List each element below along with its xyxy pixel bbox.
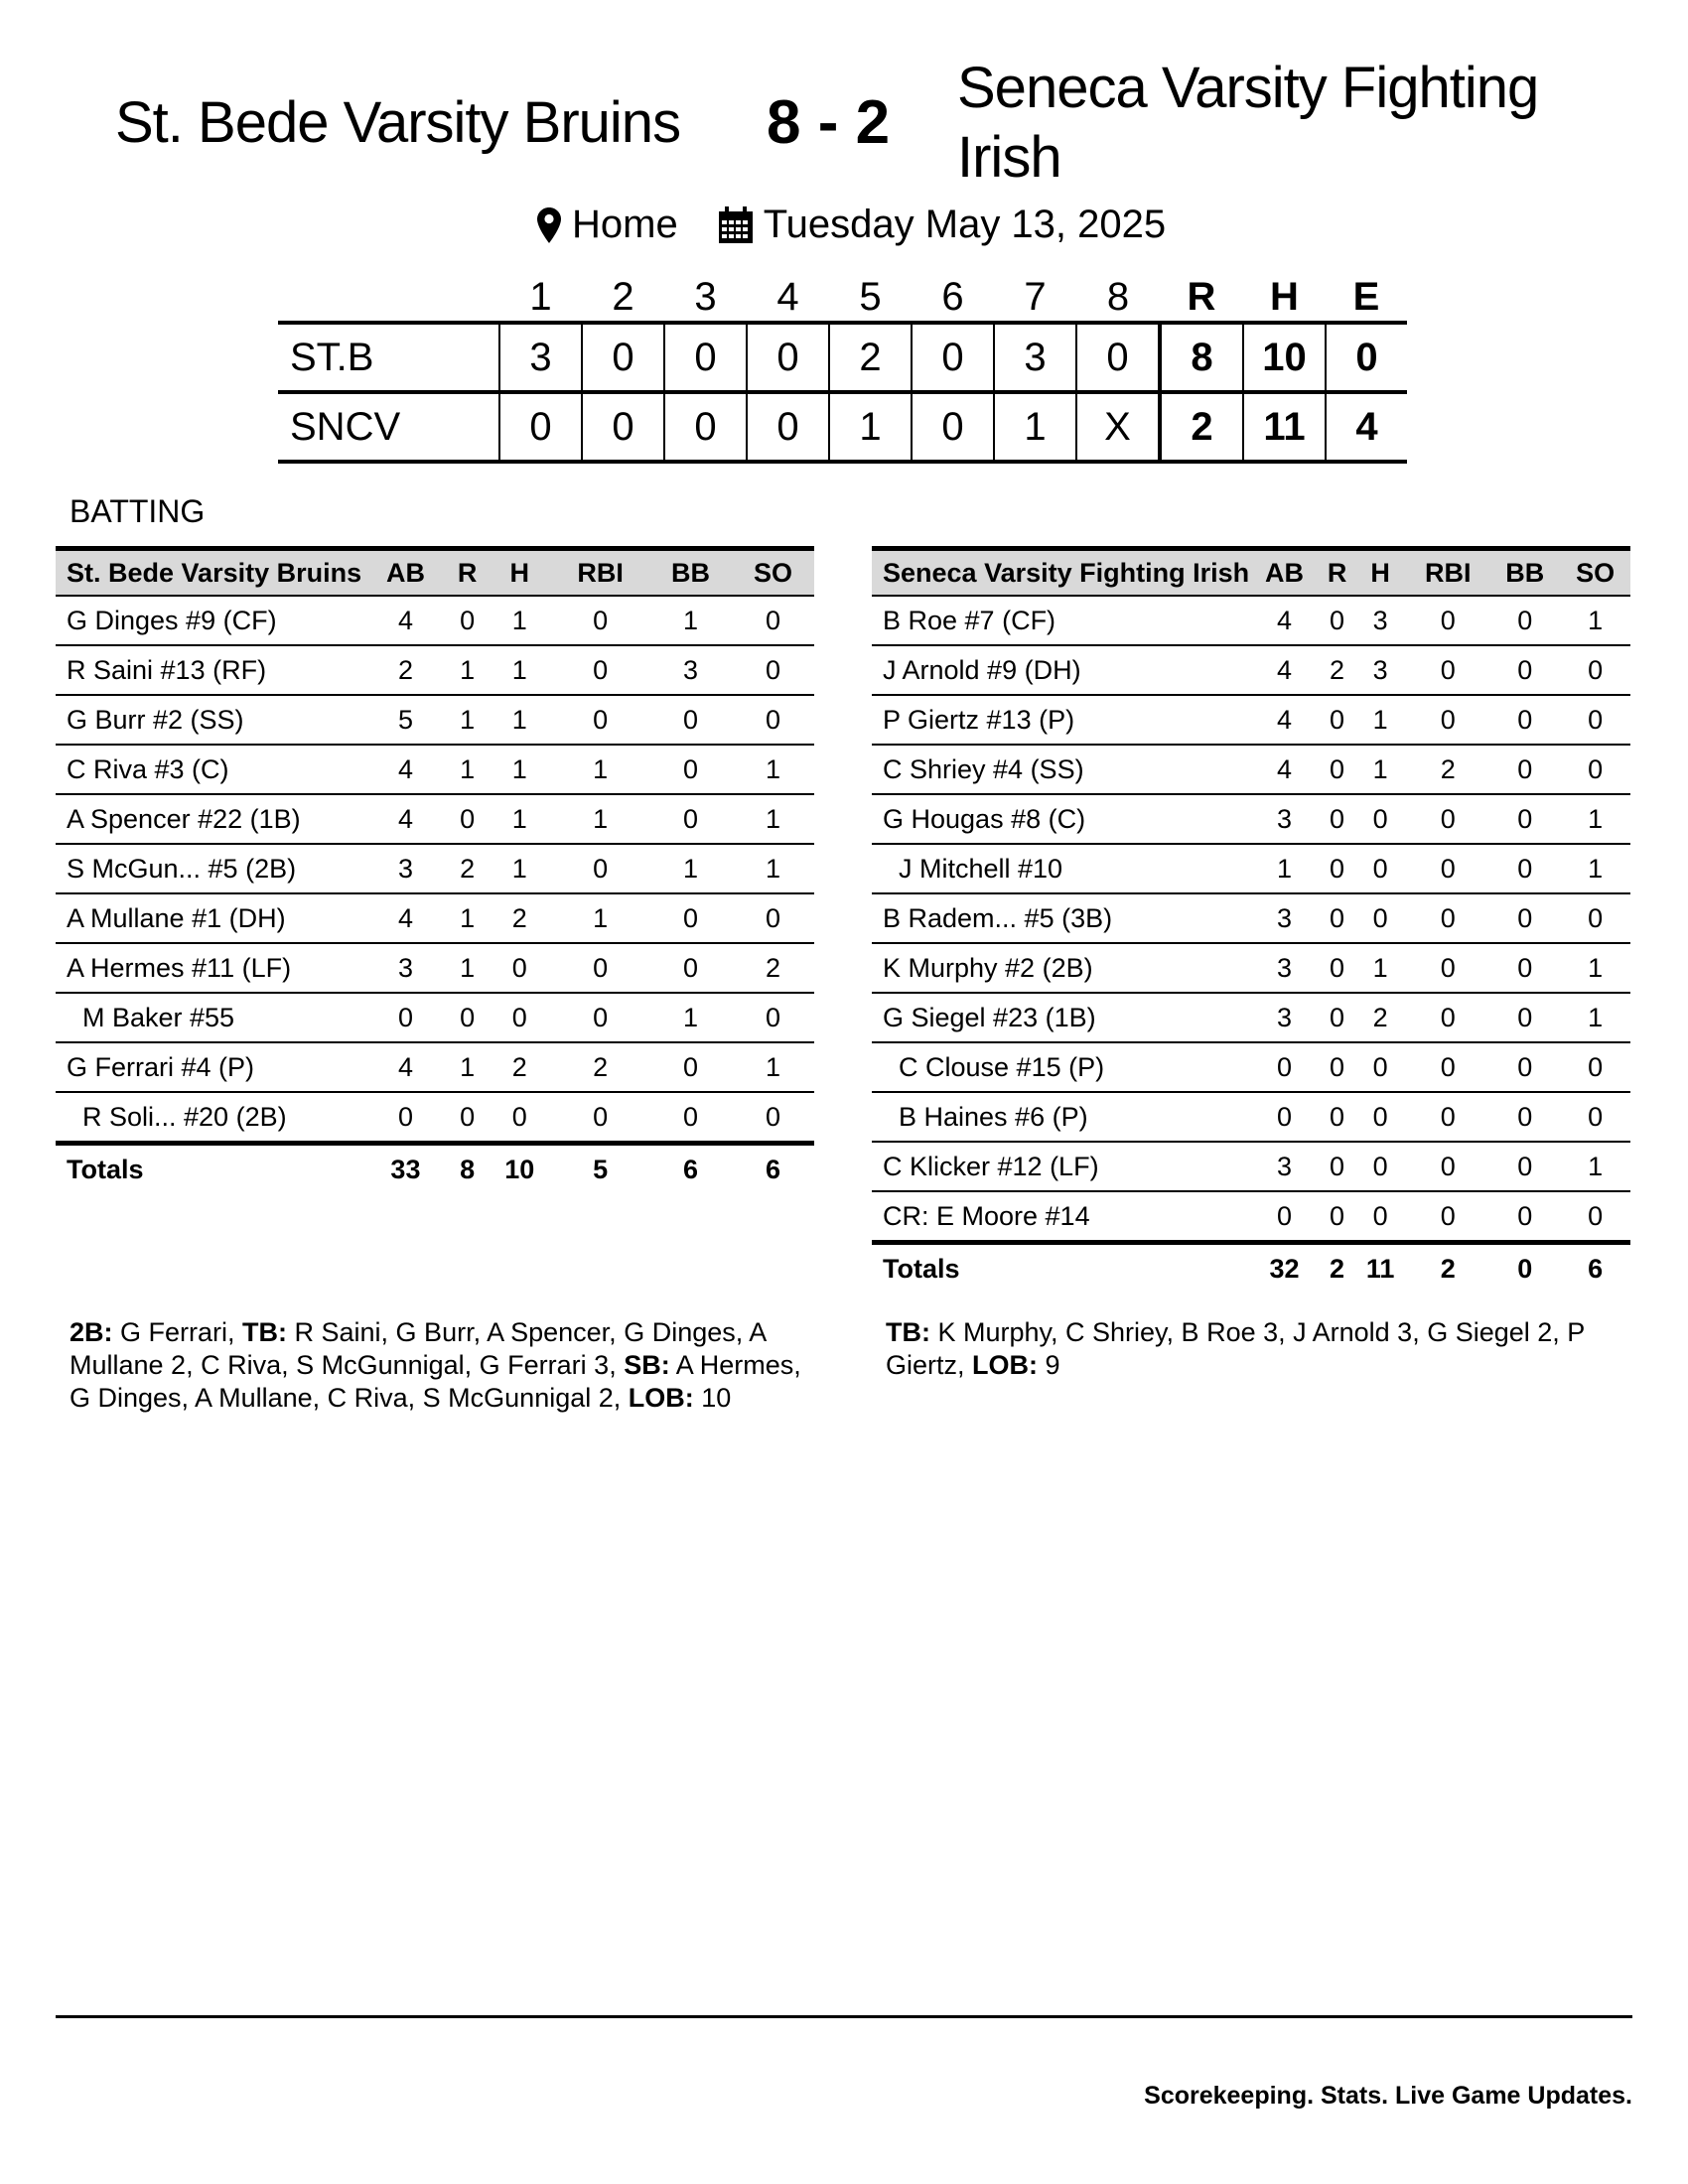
player-stat: 2 xyxy=(732,943,814,993)
player-stat: 0 xyxy=(1320,993,1354,1042)
player-stat: 0 xyxy=(1406,1191,1489,1243)
batting-row xyxy=(56,645,814,695)
player-stat: 3 xyxy=(1354,645,1406,695)
player-name: M Baker #55 xyxy=(56,993,364,1042)
batting-row xyxy=(56,943,814,993)
player-stat: 0 xyxy=(649,745,732,794)
batting-row xyxy=(872,844,1630,893)
player-stat: 0 xyxy=(364,1092,447,1144)
player-stat: 0 xyxy=(1406,645,1489,695)
player-stat: 1 xyxy=(488,645,551,695)
player-stat: 0 xyxy=(551,645,649,695)
totals-stat: 0 xyxy=(1489,1243,1560,1294)
batting-totals-row xyxy=(56,1144,814,1194)
inning-score: 3 xyxy=(994,323,1076,392)
player-stat: 0 xyxy=(447,794,488,844)
errors-header: E xyxy=(1352,274,1380,319)
home-batting-table xyxy=(872,546,1630,1293)
player-stat: 3 xyxy=(649,645,732,695)
player-stat: 0 xyxy=(649,1092,732,1144)
player-stat: 0 xyxy=(1320,1142,1354,1191)
batting-row xyxy=(872,993,1630,1042)
note-text: 9 xyxy=(1038,1350,1060,1380)
player-stat: 3 xyxy=(1249,993,1320,1042)
footer-tagline: Scorekeeping. Stats. Live Game Updates. xyxy=(1144,2082,1632,2110)
player-stat: 1 xyxy=(551,893,649,943)
player-stat: 0 xyxy=(1249,1191,1320,1243)
player-stat: 0 xyxy=(1354,1142,1406,1191)
player-stat: 0 xyxy=(1249,1042,1320,1092)
batting-row xyxy=(872,645,1630,695)
player-stat: 1 xyxy=(1560,596,1630,645)
player-stat: 4 xyxy=(364,893,447,943)
player-stat: 4 xyxy=(364,745,447,794)
footer-divider xyxy=(56,2015,1632,2018)
linescore-row-away xyxy=(278,323,1407,392)
player-stat: 3 xyxy=(1249,1142,1320,1191)
player-stat: 0 xyxy=(1320,844,1354,893)
inning-score: 0 xyxy=(1076,323,1160,392)
player-stat: 0 xyxy=(732,993,814,1042)
player-stat: 4 xyxy=(1249,645,1320,695)
player-stat: 0 xyxy=(1489,745,1560,794)
player-stat: 1 xyxy=(551,745,649,794)
player-name: S McGun... #5 (2B) xyxy=(56,844,364,893)
player-stat: 1 xyxy=(488,844,551,893)
home-batting-notes xyxy=(886,1316,1640,1382)
batting-team-header: St. Bede Varsity Bruins xyxy=(67,557,362,588)
player-name: B Radem... #5 (3B) xyxy=(872,893,1249,943)
batting-row xyxy=(872,745,1630,794)
player-stat: 1 xyxy=(447,695,488,745)
batting-column-header: RBI xyxy=(1424,557,1472,588)
home-team-name: Seneca Varsity Fighting Irish xyxy=(957,56,1539,190)
player-stat: 0 xyxy=(649,1042,732,1092)
linescore-team: SNCV xyxy=(278,392,499,462)
player-name: G Dinges #9 (CF) xyxy=(56,596,364,645)
player-stat: 1 xyxy=(1560,844,1630,893)
player-stat: 0 xyxy=(1489,695,1560,745)
player-stat: 0 xyxy=(1406,1042,1489,1092)
batting-row xyxy=(872,794,1630,844)
player-stat: 4 xyxy=(1249,695,1320,745)
player-stat: 0 xyxy=(1489,893,1560,943)
player-stat: 1 xyxy=(1354,943,1406,993)
player-stat: 0 xyxy=(1406,893,1489,943)
player-stat: 0 xyxy=(732,1092,814,1144)
player-name: P Giertz #13 (P) xyxy=(872,695,1249,745)
player-stat: 0 xyxy=(1489,645,1560,695)
note-text: A Hermes, G Dinges, A Mullane, C Riva, S McGunnigal 2, xyxy=(70,1350,801,1413)
player-name: G Burr #2 (SS) xyxy=(56,695,364,745)
player-stat: 4 xyxy=(364,1042,447,1092)
batting-column-header: R xyxy=(457,557,478,588)
player-stat: 0 xyxy=(1406,844,1489,893)
player-stat: 4 xyxy=(364,794,447,844)
player-stat: 2 xyxy=(447,844,488,893)
errors-total: 4 xyxy=(1355,404,1378,449)
totals-stat: 10 xyxy=(488,1144,551,1194)
batting-row xyxy=(56,1092,814,1144)
hits-total: 11 xyxy=(1243,392,1326,462)
inning-score: 0 xyxy=(664,323,747,392)
batting-column-header: BB xyxy=(671,557,711,588)
inning-score: 1 xyxy=(994,392,1076,462)
player-name: J Mitchell #10 xyxy=(872,844,1249,893)
player-stat: 0 xyxy=(732,893,814,943)
player-stat: 2 xyxy=(488,1042,551,1092)
player-stat: 0 xyxy=(1320,1092,1354,1142)
totals-stat: 6 xyxy=(1560,1243,1630,1294)
batting-row xyxy=(872,1092,1630,1142)
player-stat: 0 xyxy=(1489,1142,1560,1191)
runs-total: 2 xyxy=(1160,392,1243,462)
player-stat: 0 xyxy=(1489,993,1560,1042)
batting-totals-row xyxy=(872,1243,1630,1294)
map-pin-icon xyxy=(536,206,562,244)
note-label: SB: xyxy=(624,1350,670,1380)
player-name: C Riva #3 (C) xyxy=(56,745,364,794)
player-name: C Shriey #4 (SS) xyxy=(872,745,1249,794)
player-stat: 3 xyxy=(1354,596,1406,645)
player-stat: 0 xyxy=(1489,794,1560,844)
player-stat: 1 xyxy=(732,844,814,893)
player-stat: 0 xyxy=(732,645,814,695)
linescore-table xyxy=(278,273,1407,464)
player-stat: 1 xyxy=(488,794,551,844)
player-name: CR: E Moore #14 xyxy=(872,1191,1249,1243)
batting-header-row xyxy=(872,549,1630,597)
player-stat: 0 xyxy=(1489,596,1560,645)
inning-header: 8 xyxy=(1106,274,1130,319)
player-stat: 1 xyxy=(447,1042,488,1092)
inning-header: 7 xyxy=(1024,274,1047,319)
totals-label: Totals xyxy=(872,1243,1249,1294)
player-stat: 1 xyxy=(649,844,732,893)
player-stat: 3 xyxy=(364,943,447,993)
batting-column-header: H xyxy=(1370,557,1390,588)
totals-stat: 2 xyxy=(1406,1243,1489,1294)
player-name: A Mullane #1 (DH) xyxy=(56,893,364,943)
player-name: K Murphy #2 (2B) xyxy=(872,943,1249,993)
runs-total: 8 xyxy=(1160,323,1243,392)
batting-column-header: SO xyxy=(1576,557,1616,588)
final-score: 8 - 2 xyxy=(767,88,891,157)
player-stat: 1 xyxy=(1560,794,1630,844)
player-stat: 0 xyxy=(1560,1191,1630,1243)
player-stat: 0 xyxy=(1489,1092,1560,1142)
player-name: R Saini #13 (RF) xyxy=(56,645,364,695)
player-name: C Clouse #15 (P) xyxy=(872,1042,1249,1092)
totals-stat: 6 xyxy=(649,1144,732,1194)
hits-total: 10 xyxy=(1243,323,1326,392)
player-stat: 0 xyxy=(447,1092,488,1144)
player-stat: 0 xyxy=(1406,596,1489,645)
player-stat: 3 xyxy=(1249,893,1320,943)
player-name: A Spencer #22 (1B) xyxy=(56,794,364,844)
game-info xyxy=(536,203,1166,247)
player-stat: 1 xyxy=(488,596,551,645)
player-stat: 1 xyxy=(649,993,732,1042)
batting-column-header: RBI xyxy=(577,557,624,588)
batting-row xyxy=(56,596,814,645)
inning-score: 0 xyxy=(582,323,664,392)
calendar-icon xyxy=(718,206,754,244)
player-stat: 0 xyxy=(649,943,732,993)
player-name: R Soli... #20 (2B) xyxy=(56,1092,364,1144)
batting-row xyxy=(872,596,1630,645)
player-stat: 0 xyxy=(1560,745,1630,794)
inning-score: 3 xyxy=(499,323,582,392)
player-stat: 0 xyxy=(551,1092,649,1144)
player-stat: 0 xyxy=(1320,794,1354,844)
inning-score: 0 xyxy=(747,392,829,462)
batting-column-header: SO xyxy=(753,557,792,588)
player-stat: 1 xyxy=(732,794,814,844)
batting-row xyxy=(56,893,814,943)
player-stat: 0 xyxy=(1406,1092,1489,1142)
player-stat: 0 xyxy=(488,943,551,993)
player-stat: 0 xyxy=(1249,1092,1320,1142)
player-stat: 0 xyxy=(1320,596,1354,645)
runs-header: R xyxy=(1187,274,1216,319)
inning-score: 0 xyxy=(912,392,994,462)
player-stat: 0 xyxy=(488,993,551,1042)
player-stat: 2 xyxy=(488,893,551,943)
player-stat: 0 xyxy=(1489,943,1560,993)
player-stat: 1 xyxy=(447,893,488,943)
player-stat: 2 xyxy=(1406,745,1489,794)
batting-row xyxy=(56,745,814,794)
batting-column-header: R xyxy=(1327,557,1347,588)
player-stat: 1 xyxy=(447,645,488,695)
player-stat: 0 xyxy=(649,893,732,943)
player-stat: 0 xyxy=(1354,844,1406,893)
player-name: A Hermes #11 (LF) xyxy=(56,943,364,993)
inning-header: 3 xyxy=(694,274,717,319)
inning-score: X xyxy=(1076,392,1160,462)
errors-total: 0 xyxy=(1355,335,1378,379)
player-stat: 0 xyxy=(1354,1042,1406,1092)
linescore-row-home xyxy=(278,392,1407,462)
batting-column-header: BB xyxy=(1505,557,1545,588)
player-stat: 1 xyxy=(551,794,649,844)
player-stat: 0 xyxy=(1560,645,1630,695)
batting-column-header: AB xyxy=(385,557,425,588)
player-stat: 0 xyxy=(1354,893,1406,943)
inning-score: 2 xyxy=(829,323,912,392)
player-name: G Ferrari #4 (P) xyxy=(56,1042,364,1092)
player-stat: 0 xyxy=(1406,993,1489,1042)
player-stat: 2 xyxy=(1354,993,1406,1042)
player-stat: 1 xyxy=(1560,993,1630,1042)
batting-column-header: H xyxy=(509,557,530,588)
player-stat: 0 xyxy=(1406,943,1489,993)
player-stat: 0 xyxy=(1489,1042,1560,1092)
player-stat: 1 xyxy=(488,695,551,745)
player-stat: 1 xyxy=(1560,1142,1630,1191)
player-name: B Roe #7 (CF) xyxy=(872,596,1249,645)
player-stat: 0 xyxy=(1406,794,1489,844)
inning-header: 2 xyxy=(612,274,634,319)
hits-header: H xyxy=(1270,274,1299,319)
player-stat: 1 xyxy=(732,1042,814,1092)
player-stat: 0 xyxy=(1560,1042,1630,1092)
batting-row xyxy=(56,844,814,893)
note-label: LOB: xyxy=(628,1383,694,1413)
inning-score: 0 xyxy=(747,323,829,392)
player-stat: 0 xyxy=(1489,844,1560,893)
batting-section-label: BATTING xyxy=(70,493,206,529)
player-stat: 1 xyxy=(447,943,488,993)
game-header xyxy=(0,0,1688,288)
player-stat: 2 xyxy=(364,645,447,695)
away-team-name: St. Bede Varsity Bruins xyxy=(115,90,681,155)
player-stat: 1 xyxy=(447,745,488,794)
player-stat: 0 xyxy=(1560,695,1630,745)
player-stat: 0 xyxy=(447,596,488,645)
inning-score: 0 xyxy=(912,323,994,392)
player-stat: 0 xyxy=(1560,1092,1630,1142)
player-stat: 0 xyxy=(649,695,732,745)
inning-header: 6 xyxy=(941,274,964,319)
player-stat: 0 xyxy=(1320,695,1354,745)
location-text: Home xyxy=(572,203,678,246)
player-name: B Haines #6 (P) xyxy=(872,1092,1249,1142)
player-stat: 1 xyxy=(1560,943,1630,993)
batting-column-header: AB xyxy=(1265,557,1304,588)
player-name: G Siegel #23 (1B) xyxy=(872,993,1249,1042)
player-stat: 0 xyxy=(551,993,649,1042)
inning-header: 1 xyxy=(529,274,552,319)
away-batting-table xyxy=(56,546,814,1193)
batting-row xyxy=(872,695,1630,745)
note-text: K Murphy, C Shriey, B Roe 3, J Arnold 3, G Siegel 2, P Giertz, xyxy=(886,1317,1585,1380)
batting-team-header: Seneca Varsity Fighting Irish xyxy=(883,557,1250,588)
player-stat: 1 xyxy=(1354,695,1406,745)
player-stat: 0 xyxy=(1320,1191,1354,1243)
batting-row xyxy=(872,1191,1630,1243)
player-stat: 4 xyxy=(364,596,447,645)
player-stat: 0 xyxy=(551,844,649,893)
note-text: R Saini, G Burr, A Spencer, G Dinges, A Mullane 2, C Riva, S McGunnigal, G Ferrari 3, xyxy=(70,1317,766,1380)
away-batting-notes xyxy=(70,1316,824,1415)
date-text: Tuesday May 13, 2025 xyxy=(763,203,1167,246)
player-stat: 0 xyxy=(447,993,488,1042)
player-stat: 1 xyxy=(1249,844,1320,893)
player-stat: 4 xyxy=(1249,745,1320,794)
player-stat: 0 xyxy=(1406,695,1489,745)
inning-score: 1 xyxy=(829,392,912,462)
inning-header: 5 xyxy=(859,274,882,319)
player-stat: 2 xyxy=(1320,645,1354,695)
note-text: G Ferrari, xyxy=(112,1317,243,1347)
player-stat: 4 xyxy=(1249,596,1320,645)
player-stat: 3 xyxy=(1249,794,1320,844)
player-stat: 3 xyxy=(364,844,447,893)
player-stat: 0 xyxy=(1320,893,1354,943)
player-stat: 1 xyxy=(1354,745,1406,794)
totals-stat: 11 xyxy=(1354,1243,1406,1294)
player-stat: 0 xyxy=(488,1092,551,1144)
batting-row xyxy=(872,1042,1630,1092)
inning-header: 4 xyxy=(776,274,799,319)
player-name: G Hougas #8 (C) xyxy=(872,794,1249,844)
player-stat: 0 xyxy=(732,695,814,745)
player-stat: 1 xyxy=(488,745,551,794)
batting-row xyxy=(872,893,1630,943)
player-stat: 1 xyxy=(732,745,814,794)
player-stat: 0 xyxy=(1354,1191,1406,1243)
player-stat: 0 xyxy=(649,794,732,844)
note-label: TB: xyxy=(886,1317,930,1347)
totals-stat: 8 xyxy=(447,1144,488,1194)
inning-score: 0 xyxy=(499,392,582,462)
batting-row xyxy=(872,1142,1630,1191)
player-stat: 5 xyxy=(364,695,447,745)
player-stat: 1 xyxy=(649,596,732,645)
linescore-header-row xyxy=(278,273,1407,323)
totals-stat: 32 xyxy=(1249,1243,1320,1294)
batting-row xyxy=(56,1042,814,1092)
player-stat: 3 xyxy=(1249,943,1320,993)
player-name: J Arnold #9 (DH) xyxy=(872,645,1249,695)
player-stat: 0 xyxy=(1320,745,1354,794)
player-name: C Klicker #12 (LF) xyxy=(872,1142,1249,1191)
player-stat: 0 xyxy=(732,596,814,645)
player-stat: 0 xyxy=(1560,893,1630,943)
batting-row xyxy=(872,943,1630,993)
note-label: 2B: xyxy=(70,1317,113,1347)
player-stat: 0 xyxy=(551,695,649,745)
batting-row xyxy=(56,794,814,844)
note-label: TB: xyxy=(242,1317,288,1347)
player-stat: 0 xyxy=(1406,1142,1489,1191)
inning-score: 0 xyxy=(582,392,664,462)
totals-stat: 5 xyxy=(551,1144,649,1194)
batting-row xyxy=(56,695,814,745)
note-label: LOB: xyxy=(972,1350,1038,1380)
player-stat: 0 xyxy=(364,993,447,1042)
inning-score: 0 xyxy=(664,392,747,462)
totals-stat: 6 xyxy=(732,1144,814,1194)
player-stat: 0 xyxy=(1489,1191,1560,1243)
player-stat: 0 xyxy=(1354,794,1406,844)
player-stat: 0 xyxy=(551,943,649,993)
player-stat: 0 xyxy=(551,596,649,645)
linescore-team: ST.B xyxy=(278,323,499,392)
player-stat: 2 xyxy=(551,1042,649,1092)
batting-header-row xyxy=(56,549,814,597)
totals-stat: 2 xyxy=(1320,1243,1354,1294)
note-text: 10 xyxy=(693,1383,732,1413)
totals-label: Totals xyxy=(56,1144,364,1194)
player-stat: 0 xyxy=(1320,1042,1354,1092)
player-stat: 0 xyxy=(1354,1092,1406,1142)
player-stat: 0 xyxy=(1320,943,1354,993)
batting-row xyxy=(56,993,814,1042)
totals-stat: 33 xyxy=(364,1144,447,1194)
